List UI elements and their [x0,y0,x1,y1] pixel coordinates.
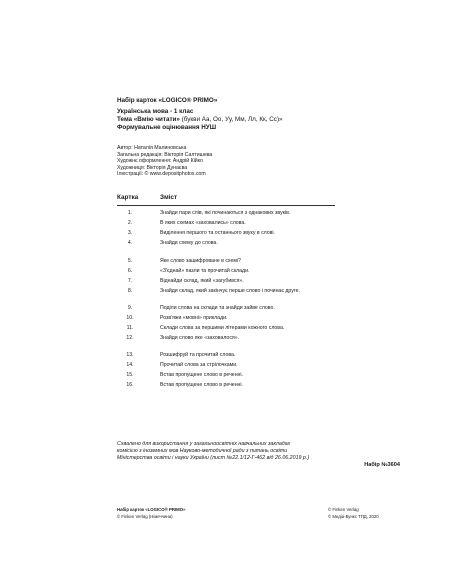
footer-publisher: © Finken Verlag [328,507,359,512]
table-row [117,325,417,332]
credit-author: Автор: Наталія Малиновська [117,145,187,151]
approval-line: Схвалено для використання у загальноосвітніх навчальних закладах [117,441,291,447]
table-row [117,352,417,359]
card-number: 15. [126,372,134,378]
table-row [117,335,417,342]
topic-detail: (букви Аа, Оо, Уу, Мм, Лл, Кк, Сс)» [179,115,283,123]
card-content: Знайди пари слів, які починаються з однакових звуків. [160,210,291,216]
card-number: 16. [126,382,134,388]
table-row [117,305,417,312]
card-number: 12. [126,335,134,341]
credit-editor: Загальна редакція: Вікторія Салтишева [117,151,213,158]
set-title: Набір карток «LOGICO® PRIMO» [117,97,218,104]
col-content-header: Зміст [160,194,178,201]
assessment-line: Формувальне оцінювання НУШ [117,123,217,131]
card-content: Знайди схему до слова. [160,240,218,246]
table-row [117,288,417,295]
footer-right [328,507,379,521]
card-number: 10. [126,315,134,321]
table-row [117,382,417,389]
card-content: «З'єднай» пазли та прочитай склади. [160,268,250,274]
topic-label: Тема «Вмію читати» [117,115,180,123]
card-content: Поділи слова на склади та знайди зайве слово. [160,305,275,311]
card-number: 6. [127,268,133,274]
card-content: Виділення першого та останнього звуку в слові. [160,230,275,236]
table-row [117,362,417,369]
table-row [117,278,417,285]
card-number: 3. [127,230,133,236]
card-content: Склади слова за першими літерами кожного слова. [160,325,285,331]
table-row [117,268,417,275]
table-header-rule [117,205,335,206]
card-content: Встав пропущене слово в реченні. [160,372,244,378]
table-header [117,194,335,203]
footer-copyright: © Finken Verlag (Німеччина) [117,513,173,519]
card-content: Знайди склад, який закінчує перше слово і починає друге. [160,288,300,294]
table-row [117,258,417,265]
card-content: Яке слово зашифроване в схемі? [160,258,241,264]
card-number: 14. [126,362,134,368]
card-number: 13. [126,352,134,358]
title-block [117,97,417,132]
card-content: Знайди слово яке «заховалося». [160,335,240,341]
card-content: Встав пропущене слово в реченні. [160,382,244,388]
credit-design: Художнє оформлення: Андрій Кійко [117,158,203,165]
credit-illustrations: Ілюстрації: © www.depositphotos.com [117,171,206,178]
card-number: 4. [127,240,133,246]
card-content: Розв'яжи «мовні» приклади. [160,315,228,321]
card-number: 11. [126,325,134,331]
card-content: Розшифруй та прочитай слова. [160,352,236,358]
table-row [117,230,417,237]
card-number: 2. [127,220,133,226]
card-content: В яких схемах «заховались» слова. [160,220,246,226]
footer-title: Набір карток «LOGICO® PRIMO» [117,507,186,512]
card-number: 9. [127,305,133,311]
table-row [117,210,417,217]
credit-artist: Художниця: Вікторія Дунаєва [117,164,188,171]
approval-note [117,441,309,462]
card-number: 1. [127,210,133,216]
approval-line: комісією з іноземних мов Науково-методичної ради з питань освіти [117,448,288,455]
footer-distributor: © Медіа-Бункс ТПД, 2020 [328,513,379,519]
card-number: 8. [127,288,133,294]
table-row [117,220,417,227]
set-number: Набір №3604 [364,462,400,468]
card-content: Прочитай слова за стрілочками. [160,362,238,368]
topic-line [117,116,417,124]
table-row [117,315,417,322]
subject-line: Українська мова - 1 клас [117,107,194,115]
table-row [117,240,417,247]
approval-line: Міністерства освіти і науки України (лист №22.1/12-Г-462 від 26.06.2019 р.) [117,455,310,462]
card-number: 5. [127,258,133,264]
col-card-header: Картка [117,194,139,201]
credits-block [117,145,212,178]
card-number: 7. [127,278,133,284]
table-row [117,372,417,379]
card-content: Віднайди склад, який «загубився». [160,278,244,284]
footer-left [117,507,185,521]
